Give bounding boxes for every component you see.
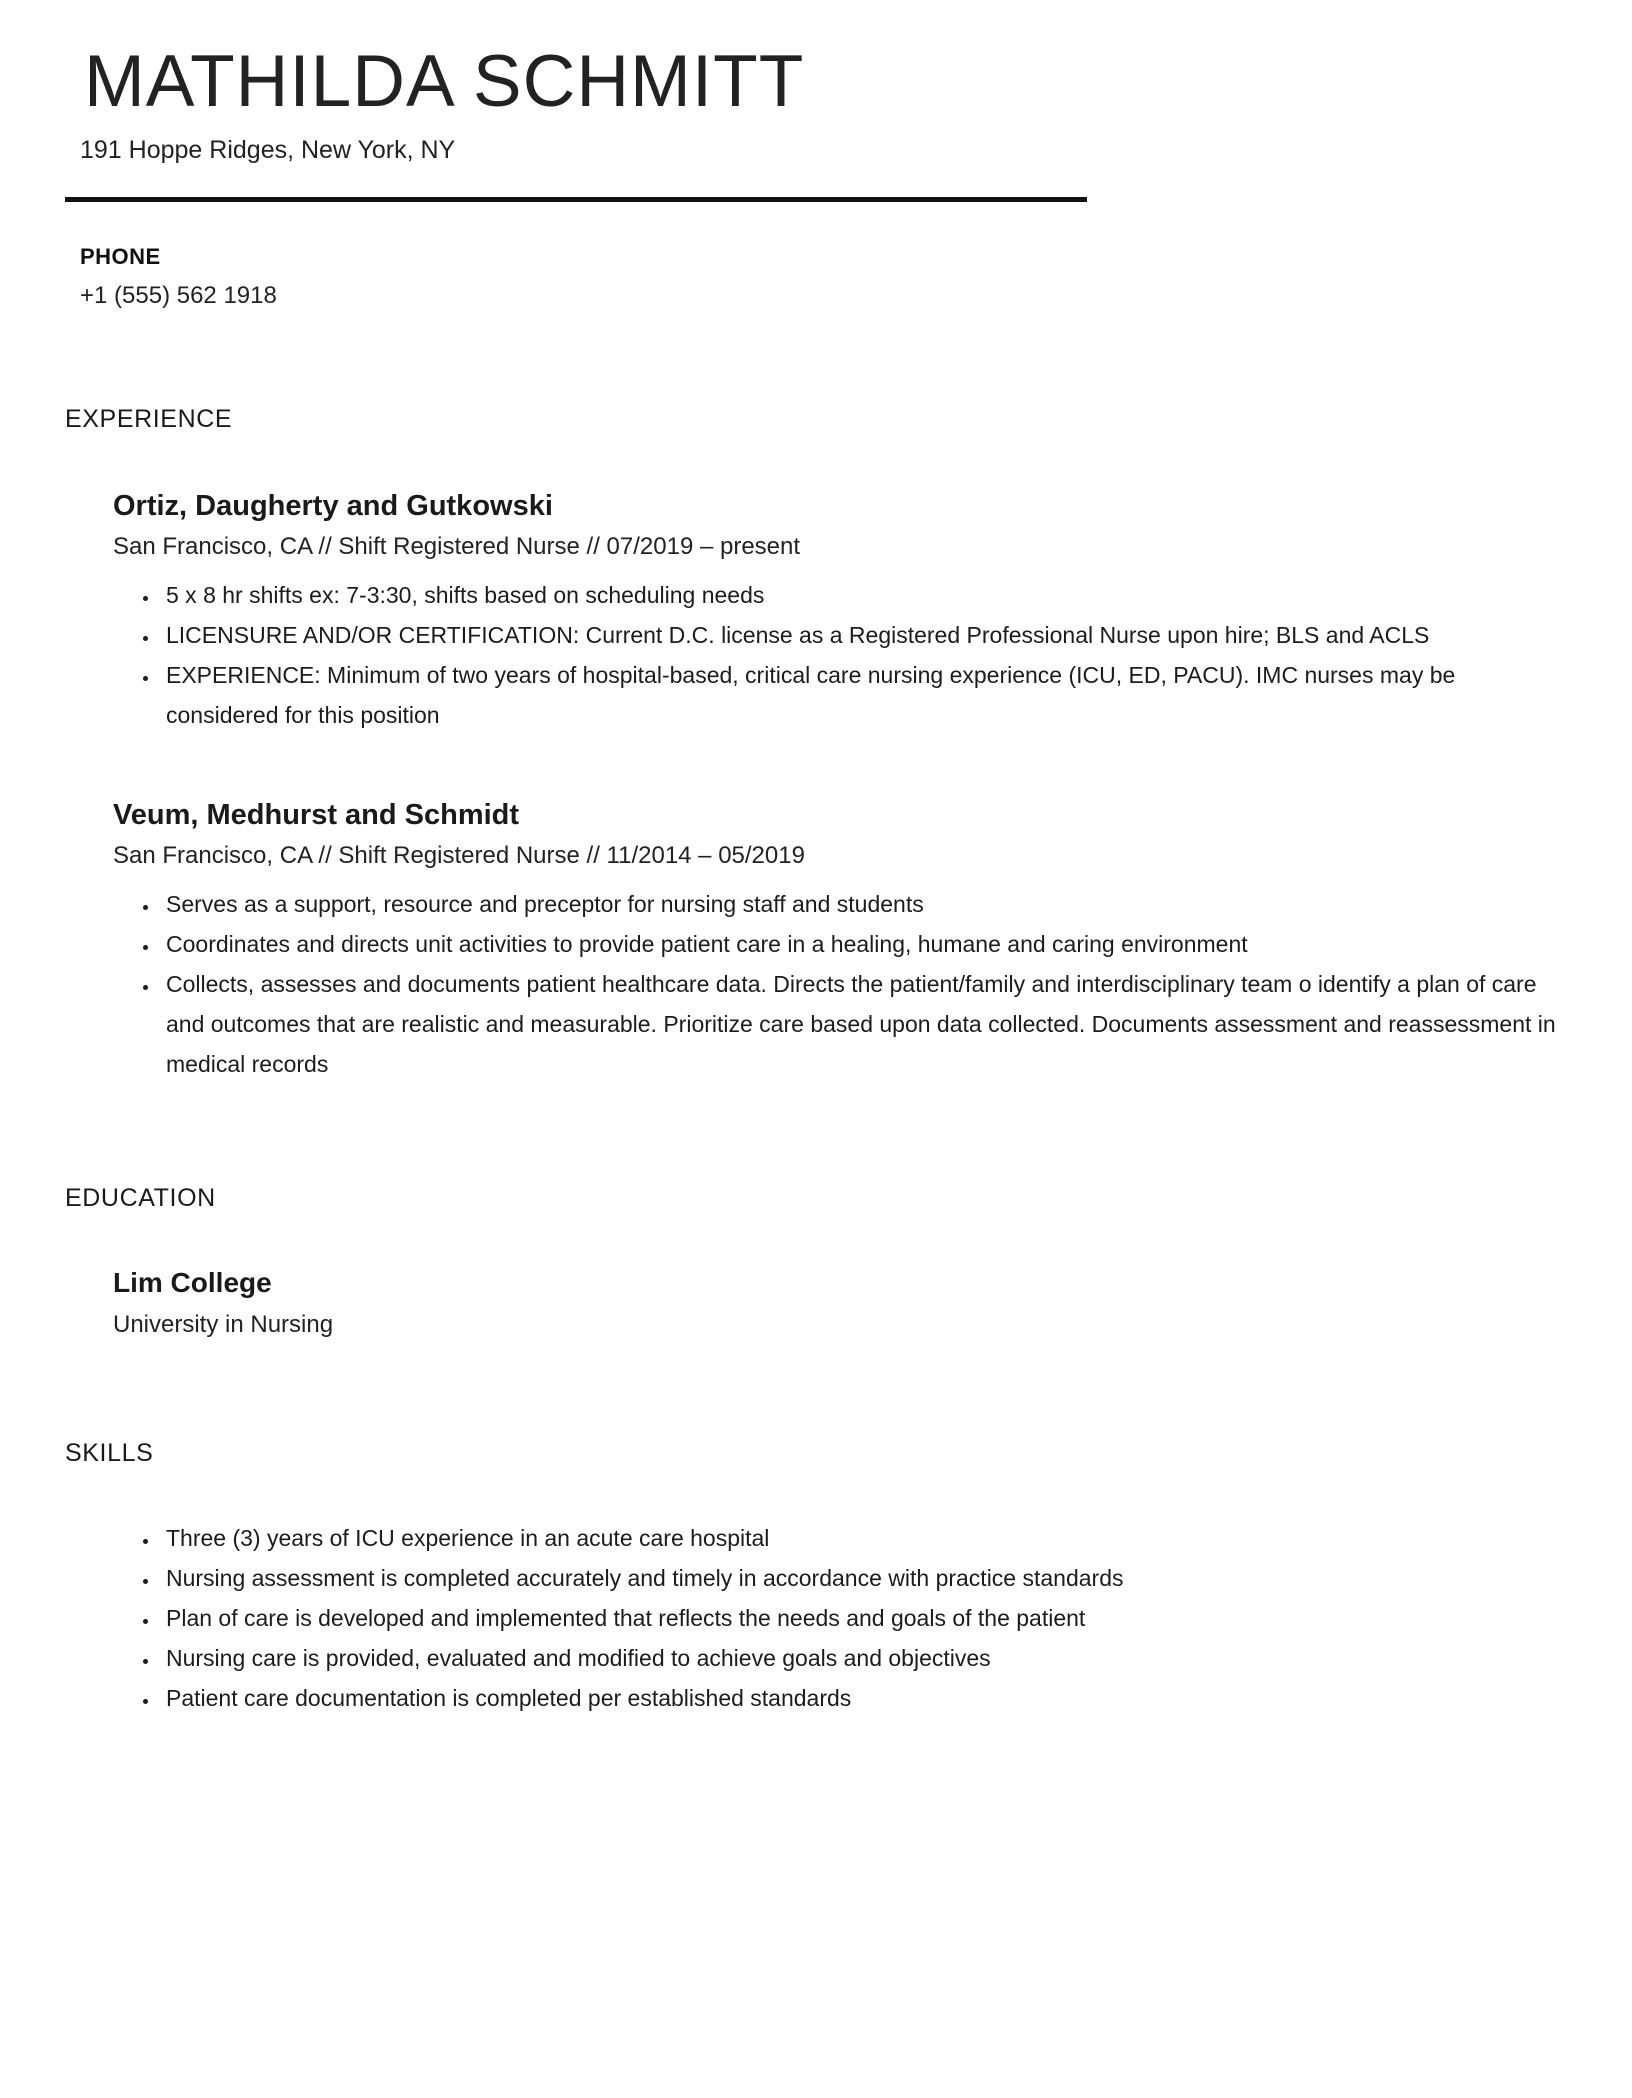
phone-value: +1 (555) 562 1918 (80, 282, 277, 310)
degree-name: University in Nursing (113, 1311, 334, 1339)
company-name: Ortiz, Daugherty and Gutkowski (113, 490, 553, 523)
job-bullet: • Coordinates and directs unit activities to provide patient care in a healing, humane and caring environment (160, 924, 1556, 964)
experience-heading: EXPERIENCE (65, 405, 233, 434)
skill-bullet: • Patient care documentation is completed per established standards (160, 1678, 1556, 1718)
job-bullet: • LICENSURE AND/OR CERTIFICATION: Current D.C. license as a Registered Professional Nurse upon hire; BLS and ACLS (160, 615, 1556, 655)
skills-bullet-list (113, 1518, 1556, 1718)
job-meta: San Francisco, CA // Shift Registered Nurse // 07/2019 – present (113, 533, 801, 561)
skills-heading: SKILLS (65, 1439, 154, 1468)
contact-section (80, 244, 1556, 310)
school-name: Lim College (113, 1267, 272, 1299)
skills-section (65, 1439, 1556, 1718)
skill-bullet: • Nursing care is provided, evaluated and modified to achieve goals and objectives (160, 1638, 1556, 1678)
job-entry (113, 799, 1556, 1084)
job-bullet: • Serves as a support, resource and preceptor for nursing staff and students (160, 884, 1556, 924)
company-name: Veum, Medhurst and Schmidt (113, 799, 520, 832)
job-bullet: • 5 x 8 hr shifts ex: 7-3:30, shifts based on scheduling needs (160, 575, 1556, 615)
phone-label: PHONE (80, 244, 161, 270)
job-bullet-list (113, 884, 1556, 1084)
skill-bullet: • Three (3) years of ICU experience in an acute care hospital (160, 1518, 1556, 1558)
job-meta: San Francisco, CA // Shift Registered Nurse // 11/2014 – 05/2019 (113, 842, 805, 870)
job-entry (113, 490, 1556, 735)
job-bullet-list (113, 575, 1556, 735)
job-bullet: • EXPERIENCE: Minimum of two years of hospital-based, critical care nursing experience (ICU, ED, PACU). IMC nurses may be considered for this position (160, 655, 1556, 735)
experience-section (65, 405, 1556, 1084)
resume-header (65, 42, 1556, 165)
candidate-address: 191 Hoppe Ridges, New York, NY (80, 136, 456, 165)
education-entry (113, 1267, 1556, 1339)
skill-bullet: • Nursing assessment is completed accurately and timely in accordance with practice standards (160, 1558, 1556, 1598)
candidate-name: MATHILDA SCHMITT (84, 41, 805, 122)
education-heading: EDUCATION (65, 1184, 216, 1213)
job-bullet: • Collects, assesses and documents patient healthcare data. Directs the patient/family and interdisciplinary team o identify a plan of care and outcomes that are realistic and measurable. Prioritize care based upon data collected. Documents assessment and reassessment in medical records (160, 964, 1556, 1084)
skill-bullet: • Plan of care is developed and implemented that reflects the needs and goals of the patient (160, 1598, 1556, 1638)
header-divider (65, 197, 1087, 202)
education-section (65, 1184, 1556, 1339)
